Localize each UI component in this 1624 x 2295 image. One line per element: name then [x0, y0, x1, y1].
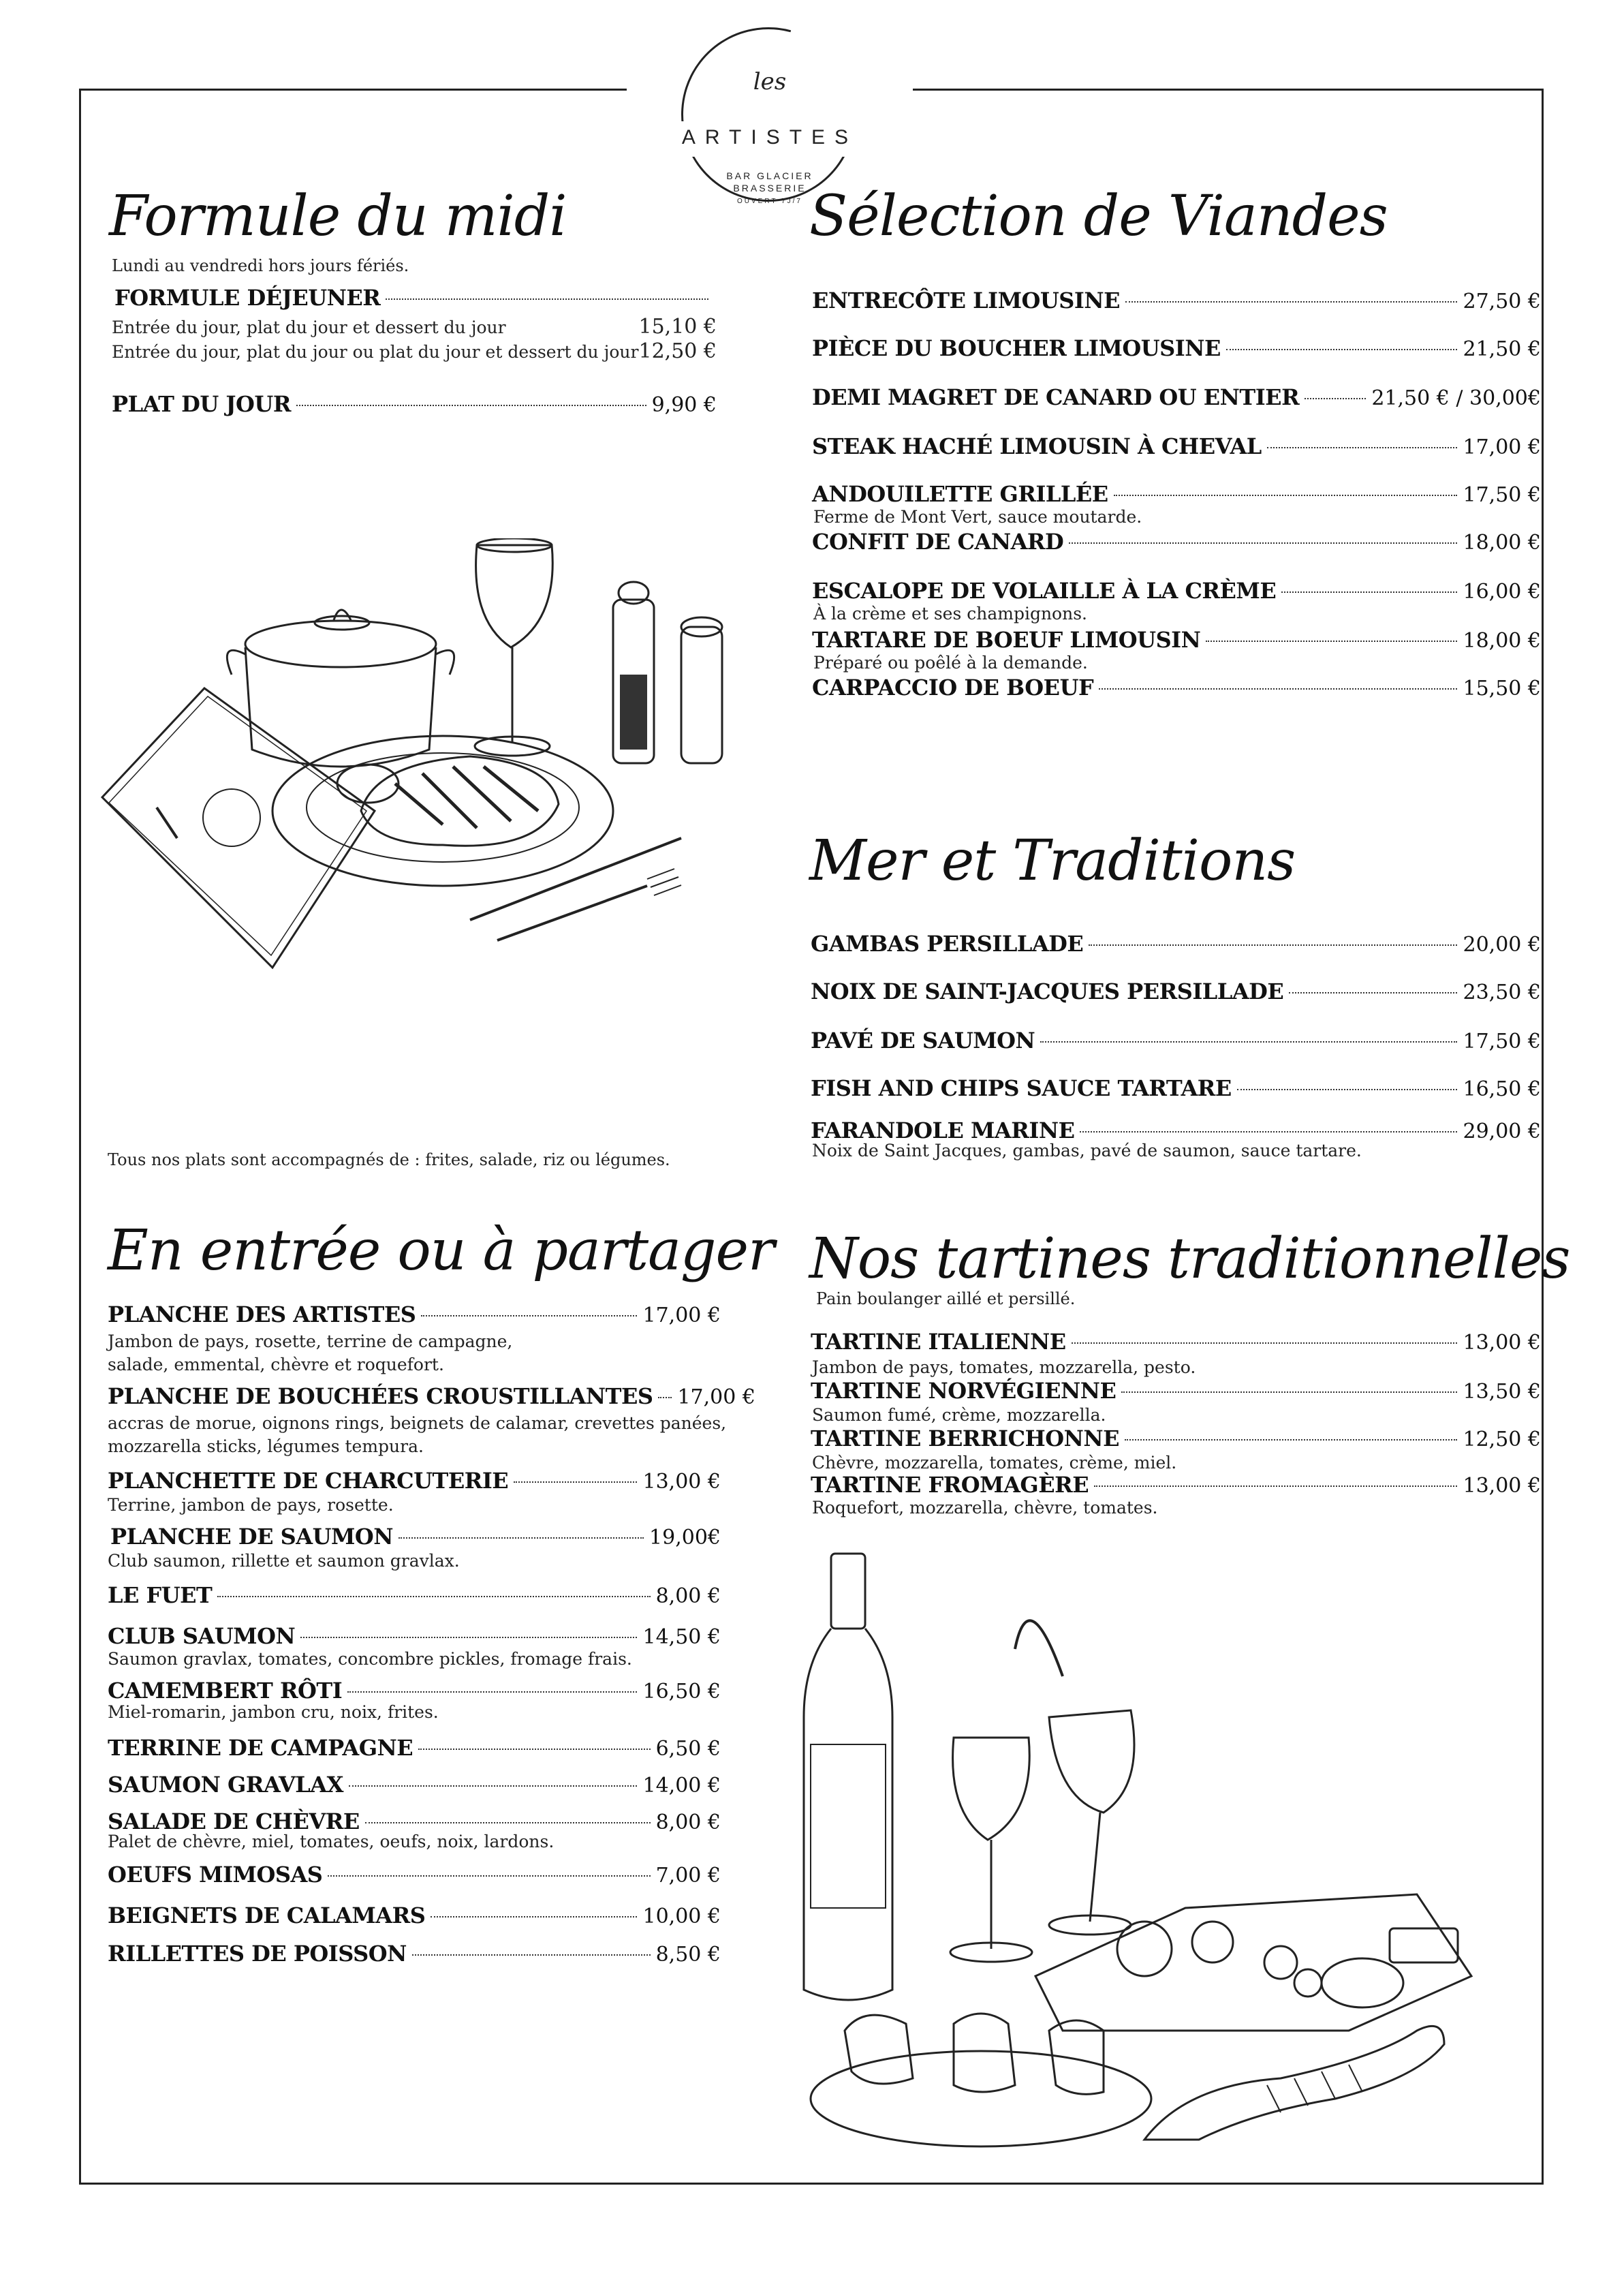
item-price: 20,00 € — [1463, 933, 1541, 957]
wine-charcuterie-illustration — [790, 1540, 1526, 2153]
item-price: 8,00 € — [655, 1811, 721, 1834]
leader-dots — [1281, 591, 1457, 593]
leader-dots — [658, 1397, 672, 1398]
item-price: 8,00 € — [655, 1584, 721, 1608]
item-desc: Roquefort, mozzarella, chèvre, tomates. — [812, 1498, 1158, 1518]
item-price: 18,00 € — [1463, 531, 1541, 555]
item-name: PLANCHETTE DE CHARCUTERIE — [108, 1468, 509, 1494]
item-price: 27,50 € — [1463, 290, 1541, 313]
leader-dots — [347, 1691, 637, 1693]
leader-dots — [1069, 542, 1457, 544]
item-desc: À la crème et ses champignons. — [813, 604, 1087, 623]
logo-line3: OUVERT 7J/7 — [737, 198, 802, 205]
formule-line1-text: Entrée du jour, plat du jour et dessert du jour — [112, 318, 506, 337]
tartine-item — [811, 1329, 1541, 1355]
entree-item — [108, 1735, 721, 1761]
viande-item — [812, 675, 1541, 700]
mer-item — [811, 1028, 1541, 1053]
item-price: 15,50 € — [1463, 677, 1541, 700]
leader-dots — [349, 1785, 638, 1787]
leader-dots — [1094, 1485, 1457, 1487]
leader-dots — [431, 1916, 637, 1917]
formule-title: Formule du midi — [109, 184, 567, 249]
item-desc: Miel-romarin, jambon cru, noix, frites. — [108, 1702, 439, 1722]
item-price: 17,00 € — [1463, 435, 1541, 459]
item-price: 13,50 € — [1463, 1380, 1541, 1404]
leader-dots — [514, 1481, 637, 1483]
logo-line2: BRASSERIE — [733, 183, 807, 194]
leader-dots — [1206, 641, 1457, 642]
leader-dots — [1040, 1041, 1457, 1043]
item-price: 16,00 € — [1463, 580, 1541, 604]
item-price: 29,00 € — [1463, 1120, 1541, 1143]
formule-line1-price: 15,10 € — [638, 315, 717, 339]
item-name: PLANCHE DE BOUCHÉES CROUSTILLANTES — [108, 1383, 653, 1409]
item-name: CLUB SAUMON — [108, 1623, 296, 1649]
formule-line2-price: 12,50 € — [638, 339, 717, 363]
item-name: PLANCHE DE SAUMON — [110, 1524, 394, 1550]
leader-dots — [1099, 688, 1457, 690]
item-name: CARPACCIO DE BOEUF — [812, 675, 1094, 700]
item-desc: Jambon de pays, rosette, terrine de campagne, — [108, 1331, 513, 1351]
item-price: 21,50 € — [1463, 337, 1541, 361]
viande-item — [812, 335, 1541, 361]
entree-item — [108, 1468, 721, 1494]
item-price: 13,00 € — [642, 1470, 721, 1494]
tartine-item — [811, 1472, 1541, 1498]
item-price: 19,00€ — [649, 1526, 721, 1550]
entree-item — [108, 1678, 721, 1704]
mer-item — [811, 1075, 1541, 1101]
entree-item — [108, 1862, 721, 1888]
entree-title: En entrée ou à partager — [108, 1218, 775, 1283]
logo-les: les — [753, 68, 787, 95]
mer-item — [811, 1118, 1541, 1143]
item-name: PLAT DU JOUR — [112, 391, 291, 417]
item-price: 18,00 € — [1463, 629, 1541, 653]
logo-name: ARTISTES — [681, 126, 858, 149]
leader-dots — [1237, 1089, 1458, 1090]
item-name: PIÈCE DU BOUCHER LIMOUSINE — [812, 335, 1221, 361]
item-desc: Noix de Saint Jacques, gambas, pavé de saumon, sauce tartare. — [812, 1141, 1362, 1160]
item-desc: Chèvre, mozzarella, tomates, crème, miel. — [812, 1453, 1177, 1473]
plat-du-jour — [112, 391, 717, 417]
viande-item — [812, 481, 1541, 507]
item-name: PLANCHE DES ARTISTES — [108, 1301, 416, 1327]
item-price: 16,50 € — [1463, 1077, 1541, 1101]
formule-footer: Tous nos plats sont accompagnés de : frites, salade, riz ou légumes. — [108, 1150, 670, 1169]
item-price: 13,00 € — [1463, 1474, 1541, 1498]
item-name: FISH AND CHIPS SAUCE TARTARE — [811, 1075, 1232, 1101]
leader-dots — [1125, 1439, 1457, 1441]
entree-item — [108, 1772, 721, 1798]
leader-dots — [365, 1822, 651, 1823]
leader-dots — [399, 1537, 644, 1539]
item-name: CONFIT DE CANARD — [812, 529, 1064, 555]
leader-dots — [386, 298, 708, 300]
mer-item — [811, 931, 1541, 957]
item-name: NOIX DE SAINT-JACQUES PERSILLADE — [811, 979, 1284, 1004]
leader-dots — [217, 1596, 650, 1597]
item-name: RILLETTES DE POISSON — [108, 1941, 407, 1967]
item-desc: Ferme de Mont Vert, sauce moutarde. — [813, 507, 1142, 527]
item-price: 14,00 € — [642, 1774, 721, 1798]
item-price: 13,00 € — [1463, 1331, 1541, 1355]
item-price: 17,00 € — [642, 1304, 721, 1327]
mer-item — [811, 979, 1541, 1004]
leader-dots — [1125, 301, 1457, 303]
viande-item — [812, 288, 1541, 313]
leader-dots — [1226, 349, 1458, 350]
mer-title: Mer et Traditions — [809, 829, 1296, 893]
item-price: 10,00 € — [642, 1905, 721, 1928]
leader-dots — [1121, 1391, 1457, 1393]
item-price: 16,50 € — [642, 1680, 721, 1704]
item-name: TARTARE DE BOEUF LIMOUSIN — [812, 627, 1201, 653]
item-desc: Terrine, jambon de pays, rosette. — [108, 1495, 394, 1515]
tartine-item — [811, 1378, 1541, 1404]
entree-item — [108, 1808, 721, 1834]
formule-dejeuner — [114, 285, 714, 311]
leader-dots — [412, 1954, 651, 1956]
item-price: 17,50 € — [1463, 483, 1541, 507]
steak-dinner-illustration — [89, 538, 736, 988]
item-name: LE FUET — [108, 1582, 213, 1608]
item-name: OEUFS MIMOSAS — [108, 1862, 323, 1888]
item-name: DEMI MAGRET DE CANARD OU ENTIER — [812, 384, 1300, 410]
item-name: SAUMON GRAVLAX — [108, 1772, 343, 1798]
item-name: BEIGNETS DE CALAMARS — [108, 1903, 426, 1928]
item-name: TARTINE ITALIENNE — [811, 1329, 1066, 1355]
viande-item — [812, 627, 1541, 653]
leader-dots — [1089, 944, 1457, 946]
wine-charcuterie-svg — [790, 1540, 1526, 2153]
entree-item — [108, 1903, 721, 1928]
steak-dinner-svg — [89, 538, 736, 988]
item-name: TARTINE NORVÉGIENNE — [811, 1378, 1116, 1404]
viandes-title: Sélection de Viandes — [809, 184, 1388, 249]
leader-dots — [1080, 1131, 1457, 1133]
entree-item — [108, 1301, 721, 1327]
viande-item — [812, 433, 1541, 459]
entree-item — [108, 1383, 755, 1409]
item-price: 6,50 € — [655, 1737, 721, 1761]
entree-item — [108, 1582, 721, 1608]
item-price: 17,50 € — [1463, 1030, 1541, 1053]
item-name: PAVÉ DE SAUMON — [811, 1028, 1035, 1053]
item-name: FORMULE DÉJEUNER — [114, 285, 381, 311]
item-price: 12,50 € — [1463, 1428, 1541, 1451]
formule-line2 — [112, 339, 717, 363]
entree-item — [108, 1623, 721, 1649]
item-price: 21,50 € / 30,00€ — [1371, 386, 1541, 410]
leader-dots — [1072, 1342, 1458, 1344]
tartine-item — [811, 1426, 1541, 1451]
leader-dots — [1114, 495, 1458, 496]
item-desc: Jambon de pays, tomates, mozzarella, pesto. — [812, 1357, 1196, 1377]
leader-dots — [418, 1749, 650, 1750]
leader-dots — [328, 1875, 650, 1877]
leader-dots — [1305, 398, 1366, 399]
item-name: STEAK HACHÉ LIMOUSIN À CHEVAL — [812, 433, 1262, 459]
item-desc: Club saumon, rillette et saumon gravlax. — [108, 1551, 460, 1571]
item-name: FARANDOLE MARINE — [811, 1118, 1075, 1143]
item-desc: mozzarella sticks, légumes tempura. — [108, 1436, 424, 1456]
item-price: 8,50 € — [655, 1943, 721, 1967]
formule-line1 — [112, 315, 717, 339]
item-price: 23,50 € — [1463, 981, 1541, 1004]
item-price: 17,00 € — [677, 1385, 755, 1409]
entree-item — [108, 1941, 721, 1967]
viande-item — [812, 578, 1541, 604]
item-desc: Saumon gravlax, tomates, concombre pickles, fromage frais. — [108, 1649, 632, 1669]
tartines-note: Pain boulanger aillé et persillé. — [816, 1289, 1076, 1308]
viande-item — [812, 384, 1541, 410]
item-name: GAMBAS PERSILLADE — [811, 931, 1084, 957]
item-name: TERRINE DE CAMPAGNE — [108, 1735, 413, 1761]
item-name: TARTINE BERRICHONNE — [811, 1426, 1120, 1451]
tartines-title: Nos tartines traditionnelles — [809, 1227, 1570, 1291]
item-desc: accras de morue, oignons rings, beignets de calamar, crevettes panées, — [108, 1413, 727, 1433]
item-name: SALADE DE CHÈVRE — [108, 1808, 360, 1834]
item-desc: salade, emmental, chèvre et roquefort. — [108, 1355, 444, 1374]
logo-line1: BAR GLACIER — [726, 170, 813, 181]
item-name: ANDOUILETTE GRILLÉE — [812, 481, 1108, 507]
entree-item — [110, 1524, 721, 1550]
leader-dots — [421, 1315, 637, 1316]
item-price: 9,90 € — [651, 393, 717, 417]
item-name: CAMEMBERT RÔTI — [108, 1678, 343, 1704]
item-desc: Préparé ou poêlé à la demande. — [813, 653, 1088, 673]
item-price: 7,00 € — [655, 1864, 721, 1888]
item-desc: Palet de chèvre, miel, tomates, oeufs, noix, lardons. — [108, 1832, 555, 1851]
formule-line2-text: Entrée du jour, plat du jour ou plat du jour et dessert du jour — [112, 342, 639, 362]
leader-dots — [1267, 447, 1458, 448]
formule-note: Lundi au vendredi hors jours fériés. — [112, 256, 409, 275]
item-desc: Saumon fumé, crème, mozzarella. — [812, 1405, 1106, 1425]
leader-dots — [1289, 992, 1457, 994]
item-name: ESCALOPE DE VOLAILLE À LA CRÈME — [812, 578, 1277, 604]
leader-dots — [300, 1637, 637, 1638]
viande-item — [812, 529, 1541, 555]
item-name: ENTRECÔTE LIMOUSINE — [812, 288, 1121, 313]
item-name: TARTINE FROMAGÈRE — [811, 1472, 1089, 1498]
leader-dots — [296, 405, 646, 406]
item-price: 14,50 € — [642, 1625, 721, 1649]
